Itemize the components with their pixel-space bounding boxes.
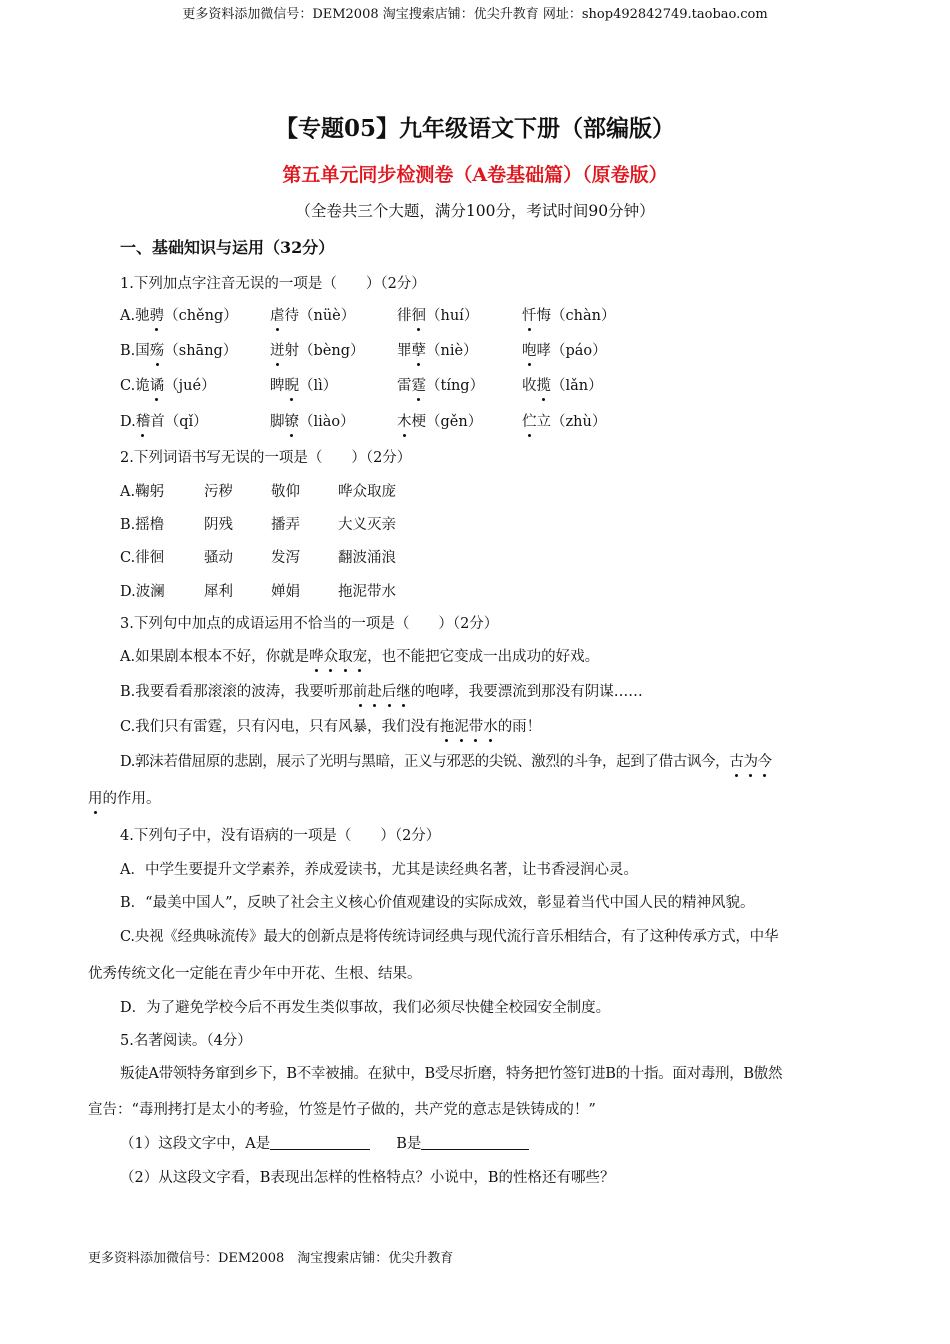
- document-subtitle: 第五单元同步检测卷（A卷基础篇）（原卷版）: [282, 164, 668, 186]
- dotted-character: 带: [469, 715, 484, 736]
- dotted-character: 霆: [412, 374, 427, 395]
- question-1-option-b-item: 咆哮（páo）: [522, 339, 607, 360]
- page-footer: 更多资料添加微信号：DEM2008 淘宝搜索店铺：优尖升教育: [88, 1251, 454, 1266]
- question-1-option-a-item: 徘徊（huí）: [397, 304, 478, 325]
- dotted-idiom: [309, 649, 367, 665]
- question-1-option-a-item: 忏悔（chàn）: [522, 304, 615, 325]
- question-2-word: 敬仰: [271, 484, 300, 500]
- answer-blank-a[interactable]: [270, 1135, 370, 1150]
- dotted-character: 为: [743, 750, 757, 771]
- dotted-character: 徊: [412, 304, 427, 325]
- question-2-word: 骚动: [204, 550, 233, 566]
- dotted-character: 赴: [367, 680, 382, 701]
- question-5-stem: 5.名著阅读。（4分）: [120, 1033, 252, 1049]
- dotted-character: 稽: [136, 410, 151, 431]
- question-1-option-c-item: 雷霆（tíng）: [397, 374, 484, 395]
- question-2-word: C.徘徊: [120, 550, 165, 566]
- dotted-character: 继: [396, 680, 411, 701]
- question-5-passage-line1: 叛徒A带领特务窜到乡下，B不幸被捕。在狱中，B受尽折磨，特务把竹签钉进B的十指。面对毒刑，B傲然: [120, 1066, 783, 1082]
- dotted-character: 古: [729, 750, 743, 771]
- question-2-word: 污秽: [204, 484, 233, 500]
- question-1-option-d-item: 木梗（gěn）: [397, 410, 482, 431]
- dotted-character: 睨: [285, 374, 300, 395]
- question-4-option-c-line2: 优秀传统文化一定能在青少年中开花、生根、结果。: [88, 966, 422, 982]
- question-2-word: 哗众取庞: [338, 484, 396, 500]
- question-4-stem: 4.下列句子中，没有语病的一项是（ ）（2分）: [120, 828, 441, 844]
- dotted-idiom: [440, 719, 498, 735]
- page-header: 更多资料添加微信号：DEM2008 淘宝搜索店铺：优尖升教育 网址：shop492842749.taobao.com: [182, 7, 768, 22]
- question-3-option-a: A.如果剧本根本不好，你就是哗众取宠，也不能把它变成一出成功的好戏。: [120, 645, 599, 666]
- question-2-word: 犀利: [204, 584, 233, 600]
- dotted-character: 哗: [309, 645, 324, 666]
- question-3-option-d-line1: D.郭沫若借屈原的悲剧，展示了光明与黑暗，正义与邪恶的尖锐、激烈的斗争，起到了借古讽今，古为今: [120, 750, 772, 771]
- answer-blank-b[interactable]: [421, 1135, 529, 1150]
- dotted-character: 伫: [522, 410, 537, 431]
- dotted-character: 后: [382, 680, 397, 701]
- question-5-passage-line2: 宣告：“毒刑拷打是太小的考验，竹签是竹子做的，共产党的意志是铁铸成的！”: [88, 1102, 596, 1118]
- dotted-character: 木: [397, 410, 412, 431]
- question-1-option-b-item: 罪孽（niè）: [397, 339, 478, 360]
- document-title: 【专题05】九年级语文下册（部编版）: [274, 115, 675, 142]
- question-1-option-a-item: A.驰骋（chěng）: [120, 304, 238, 325]
- question-1-option-d-item: 伫立（zhù）: [522, 410, 606, 431]
- dotted-character: 孽: [412, 339, 427, 360]
- question-1-option-b-item: B.国殇（shāng）: [120, 339, 237, 360]
- question-2-word: 拖泥带水: [338, 584, 396, 600]
- dotted-character: 谲: [150, 374, 165, 395]
- dotted-character: 宠: [353, 645, 368, 666]
- dotted-character: 取: [338, 645, 353, 666]
- dotted-character: 用: [88, 787, 103, 808]
- question-1-option-c-item: C.诡谲（jué）: [120, 374, 216, 395]
- dotted-character: 镣: [285, 410, 300, 431]
- exam-info: （全卷共三个大题，满分100分，考试时间90分钟）: [295, 202, 655, 220]
- question-1-option-c-item: 收揽（lǎn）: [522, 374, 603, 395]
- question-3-option-b: B.我要看看那滚滚的波涛，我要听那前赴后继的咆哮，我要漂流到那没有阴谋……: [120, 680, 643, 701]
- question-4-option-a: A．中学生要提升文学素养，养成爱读书，尤其是读经典名著，让书香浸润心灵。: [120, 862, 638, 878]
- dotted-character: 骋: [150, 304, 165, 325]
- dotted-character: 虐: [270, 304, 285, 325]
- dotted-character: 拖: [440, 715, 455, 736]
- question-2-word: 大义灭亲: [338, 517, 396, 533]
- question-2-word: 婵娟: [271, 584, 300, 600]
- dotted-idiom: [729, 754, 771, 770]
- question-3-option-d-line2: 用的作用。: [88, 787, 161, 808]
- section-heading: 一、基础知识与运用（32分）: [120, 238, 335, 257]
- dotted-character: 咆: [522, 339, 537, 360]
- question-5-sub2: （2）从这段文字看，B表现出怎样的性格特点？小说中，B的性格还有哪些？: [120, 1170, 615, 1186]
- dotted-character: 殇: [150, 339, 165, 360]
- question-1-option-b-item: 迸射（bèng）: [270, 339, 364, 360]
- dotted-character: 忏: [522, 304, 537, 325]
- question-3-option-c: C.我们只有雷霆，只有闪电，只有风暴，我们没有拖泥带水的雨！: [120, 715, 541, 736]
- question-1-stem: 1.下列加点字注音无误的一项是（ ）（2分）: [120, 276, 426, 292]
- dotted-character: 泥: [454, 715, 469, 736]
- dotted-character: 前: [353, 680, 368, 701]
- dotted-character: 迸: [270, 339, 285, 360]
- dotted-idiom: [88, 791, 103, 807]
- question-1-option-c-item: 睥睨（lì）: [270, 374, 337, 395]
- question-1-option-d-item: 脚镣（liào）: [270, 410, 355, 431]
- dotted-character: 水: [483, 715, 498, 736]
- question-4-option-b: B．“最美中国人”，反映了社会主义核心价值观建设的实际成效，彰显着当代中国人民的精神风貌。: [120, 895, 755, 911]
- question-3-stem: 3.下列句中加点的成语运用不恰当的一项是（ ）（2分）: [120, 616, 499, 632]
- question-2-word: B.摇橹: [120, 517, 165, 533]
- dotted-character: 今: [758, 750, 772, 771]
- question-2-word: 发泻: [271, 550, 300, 566]
- question-4-option-c-line1: C.央视《经典咏流传》最大的创新点是将传统诗词经典与现代流行音乐相结合，有了这种传承方式，中华: [120, 929, 779, 945]
- dotted-character: 揽: [537, 374, 552, 395]
- dotted-character: 众: [324, 645, 339, 666]
- question-1-option-a-item: 虐待（nüè）: [270, 304, 355, 325]
- question-2-word: A.鞠躬: [120, 484, 165, 500]
- question-2-word: 翻波涌浪: [338, 550, 396, 566]
- question-1-option-d-item: D.稽首（qǐ）: [120, 410, 208, 431]
- dotted-idiom: [353, 684, 411, 700]
- question-2-word: 播弄: [271, 517, 300, 533]
- question-2-stem: 2.下列词语书写无误的一项是（ ）（2分）: [120, 450, 412, 466]
- question-4-option-d: D．为了避免学校今后不再发生类似事故，我们必须尽快健全校园安全制度。: [120, 1000, 611, 1016]
- question-5-sub1: （1）这段文字中，A是 B是: [120, 1132, 529, 1153]
- question-2-word: 阴残: [204, 517, 233, 533]
- question-2-word: D.波澜: [120, 584, 165, 600]
